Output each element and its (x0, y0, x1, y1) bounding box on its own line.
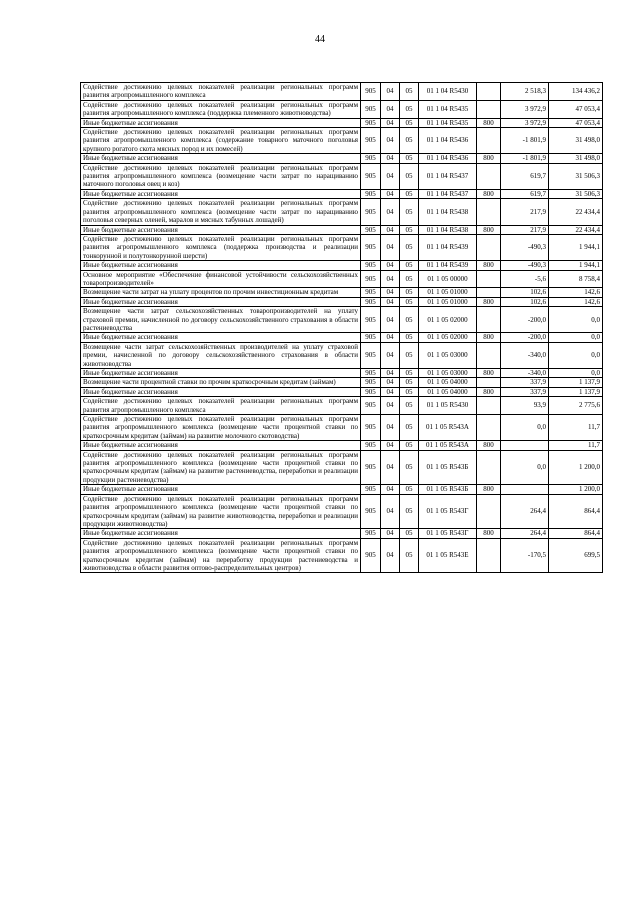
amount-change: 264,4 (501, 529, 549, 538)
section-code: 04 (381, 538, 400, 573)
expense-type-code: 800 (477, 485, 501, 494)
target-article-code: 01 1 05 02000 (419, 333, 477, 342)
ministry-code: 905 (361, 163, 381, 189)
expense-type-code: 800 (477, 369, 501, 378)
amount-change: -340,0 (501, 369, 549, 378)
expense-type-code (477, 450, 501, 485)
row-name: Иные бюджетные ассигнования (81, 529, 361, 538)
table-row (81, 297, 603, 306)
amount-change: 102,6 (501, 297, 549, 306)
amount-change (501, 441, 549, 450)
amount-change: -340,0 (501, 342, 549, 368)
target-article-code: 01 1 05 R543А (419, 415, 477, 441)
row-name: Содействие достижению целевых показателей реализации региональных программ развития агропромышленного комплекса (возмещение части затрат по наращиванию поголовья северных оленей, маралов и мясных табунных лошадей) (81, 199, 361, 225)
table-row (81, 485, 603, 494)
amount-change: 217,9 (501, 199, 549, 225)
amount-change: -490,3 (501, 261, 549, 270)
section-code: 04 (381, 333, 400, 342)
subsection-code: 05 (400, 83, 419, 101)
expense-type-code: 800 (477, 297, 501, 306)
amount-change: -5,6 (501, 270, 549, 288)
amount-change: 0,0 (501, 450, 549, 485)
amount-change: 93,9 (501, 397, 549, 415)
subsection-code: 05 (400, 415, 419, 441)
target-article-code: 01 1 04 R5438 (419, 225, 477, 234)
subsection-code: 05 (400, 225, 419, 234)
section-code: 04 (381, 529, 400, 538)
target-article-code: 01 1 04 R5439 (419, 261, 477, 270)
table-row (81, 83, 603, 101)
target-article-code: 01 1 05 R543Б (419, 485, 477, 494)
table-row (81, 199, 603, 225)
amount-total: 1 137,9 (549, 378, 603, 387)
expense-type-code: 800 (477, 333, 501, 342)
amount-change: 2 518,3 (501, 83, 549, 101)
subsection-code: 05 (400, 342, 419, 368)
subsection-code: 05 (400, 270, 419, 288)
section-code: 04 (381, 387, 400, 396)
section-code: 04 (381, 397, 400, 415)
amount-change: -490,3 (501, 234, 549, 260)
subsection-code: 05 (400, 397, 419, 415)
target-article-code: 01 1 05 R543Г (419, 529, 477, 538)
section-code: 04 (381, 128, 400, 154)
target-article-code: 01 1 05 01000 (419, 288, 477, 297)
ministry-code: 905 (361, 378, 381, 387)
ministry-code: 905 (361, 288, 381, 297)
amount-change: -200,0 (501, 333, 549, 342)
budget-table (80, 82, 603, 573)
section-code: 04 (381, 369, 400, 378)
row-name: Содействие достижению целевых показателей реализации региональных программ развития агропромышленного комплекса (поддержка племенного животноводства) (81, 100, 361, 118)
row-name: Возмещение части процентной ставки по прочим краткосрочным кредитам (займам) (81, 378, 361, 387)
subsection-code: 05 (400, 369, 419, 378)
amount-total: 47 053,4 (549, 118, 603, 127)
row-name: Содействие достижению целевых показателей реализации региональных программ развития агропромышленного комплекса (поддержка производства и реализации тонкорунной и полутонкорунной шерсти) (81, 234, 361, 260)
amount-total: 22 434,4 (549, 225, 603, 234)
ministry-code: 905 (361, 415, 381, 441)
row-name: Содействие достижению целевых показателей реализации региональных программ развития агропромышленного комплекса (81, 397, 361, 415)
ministry-code: 905 (361, 189, 381, 198)
subsection-code: 05 (400, 234, 419, 260)
target-article-code: 01 1 04 R5436 (419, 154, 477, 163)
target-article-code: 01 1 05 00000 (419, 270, 477, 288)
amount-change: 102,6 (501, 288, 549, 297)
row-name: Содействие достижению целевых показателей реализации региональных программ развития агропромышленного комплекса (81, 83, 361, 101)
row-name: Возмещение части затрат на уплату процентов по прочим инвестиционным кредитам (81, 288, 361, 297)
table-row (81, 397, 603, 415)
target-article-code: 01 1 05 04000 (419, 387, 477, 396)
subsection-code: 05 (400, 100, 419, 118)
target-article-code: 01 1 04 R5437 (419, 189, 477, 198)
section-code: 04 (381, 450, 400, 485)
section-code: 04 (381, 288, 400, 297)
ministry-code: 905 (361, 369, 381, 378)
amount-total: 2 775,6 (549, 397, 603, 415)
expense-type-code (477, 83, 501, 101)
expense-type-code: 800 (477, 261, 501, 270)
ministry-code: 905 (361, 441, 381, 450)
table-row (81, 387, 603, 396)
amount-change: 337,9 (501, 378, 549, 387)
table-row (81, 529, 603, 538)
subsection-code: 05 (400, 387, 419, 396)
ministry-code: 905 (361, 225, 381, 234)
subsection-code: 05 (400, 297, 419, 306)
subsection-code: 05 (400, 529, 419, 538)
row-name: Возмещение части затрат сельскохозяйственных производителей на уплату страховой премии, начисленной по договору сельскохозяйственного страхования в области животноводства (81, 342, 361, 368)
section-code: 04 (381, 234, 400, 260)
amount-total: 1 200,0 (549, 450, 603, 485)
section-code: 04 (381, 441, 400, 450)
amount-change: 619,7 (501, 189, 549, 198)
amount-total: 1 944,1 (549, 234, 603, 260)
amount-change: -1 801,9 (501, 154, 549, 163)
table-row (81, 118, 603, 127)
section-code: 04 (381, 342, 400, 368)
subsection-code: 05 (400, 154, 419, 163)
amount-change (501, 485, 549, 494)
target-article-code: 01 1 04 R5436 (419, 128, 477, 154)
expense-type-code (477, 397, 501, 415)
amount-total: 0,0 (549, 342, 603, 368)
amount-total: 864,4 (549, 494, 603, 529)
row-name: Иные бюджетные ассигнования (81, 369, 361, 378)
target-article-code: 01 1 05 01000 (419, 297, 477, 306)
table-row (81, 494, 603, 529)
section-code: 04 (381, 485, 400, 494)
expense-type-code (477, 307, 501, 333)
ministry-code: 905 (361, 342, 381, 368)
section-code: 04 (381, 270, 400, 288)
amount-total: 1 944,1 (549, 261, 603, 270)
row-name: Иные бюджетные ассигнования (81, 225, 361, 234)
ministry-code: 905 (361, 83, 381, 101)
amount-total: 31 506,3 (549, 163, 603, 189)
row-name: Содействие достижению целевых показателей реализации региональных программ развития агропромышленного комплекса (возмещение части процентной ставки по краткосрочным кредитам (займам) на развитие животноводства, переработки и реализации продукции животноводства) (81, 494, 361, 529)
subsection-code: 05 (400, 441, 419, 450)
table-row (81, 100, 603, 118)
table-row (81, 189, 603, 198)
amount-change: 3 972,9 (501, 118, 549, 127)
row-name: Иные бюджетные ассигнования (81, 441, 361, 450)
amount-change: 217,9 (501, 225, 549, 234)
row-name: Содействие достижению целевых показателей реализации региональных программ развития агропромышленного комплекса (содержание товарного маточного поголовья крупного рогатого скота мясных пород и их помесей) (81, 128, 361, 154)
target-article-code: 01 1 05 R543Г (419, 494, 477, 529)
target-article-code: 01 1 05 04000 (419, 378, 477, 387)
target-article-code: 01 1 05 R5430 (419, 397, 477, 415)
amount-total: 31 506,3 (549, 189, 603, 198)
expense-type-code (477, 100, 501, 118)
amount-total: 31 498,0 (549, 128, 603, 154)
section-code: 04 (381, 261, 400, 270)
expense-type-code (477, 270, 501, 288)
row-name: Иные бюджетные ассигнования (81, 189, 361, 198)
expense-type-code (477, 494, 501, 529)
expense-type-code (477, 128, 501, 154)
section-code: 04 (381, 118, 400, 127)
target-article-code: 01 1 05 03000 (419, 342, 477, 368)
section-code: 04 (381, 225, 400, 234)
target-article-code: 01 1 04 R5430 (419, 83, 477, 101)
row-name: Иные бюджетные ассигнования (81, 297, 361, 306)
amount-total: 699,5 (549, 538, 603, 573)
subsection-code: 05 (400, 450, 419, 485)
target-article-code: 01 1 04 R5435 (419, 118, 477, 127)
section-code: 04 (381, 100, 400, 118)
ministry-code: 905 (361, 128, 381, 154)
amount-total: 142,6 (549, 288, 603, 297)
table-row (81, 234, 603, 260)
expense-type-code: 800 (477, 225, 501, 234)
amount-total: 1 137,9 (549, 387, 603, 396)
amount-total: 22 434,4 (549, 199, 603, 225)
amount-total: 134 436,2 (549, 83, 603, 101)
expense-type-code (477, 234, 501, 260)
section-code: 04 (381, 83, 400, 101)
budget-table-body (81, 83, 603, 573)
subsection-code: 05 (400, 333, 419, 342)
section-code: 04 (381, 154, 400, 163)
ministry-code: 905 (361, 118, 381, 127)
amount-total: 31 498,0 (549, 154, 603, 163)
row-name: Содействие достижению целевых показателей реализации региональных программ развития агропромышленного комплекса (возмещение части процентной ставки по краткосрочным кредитам (займам) на переработку продукции растениеводства и животноводства в области развития оптово-распределительных центров) (81, 538, 361, 573)
target-article-code: 01 1 05 R543Б (419, 450, 477, 485)
subsection-code: 05 (400, 485, 419, 494)
ministry-code: 905 (361, 154, 381, 163)
target-article-code: 01 1 05 R543Е (419, 538, 477, 573)
subsection-code: 05 (400, 307, 419, 333)
section-code: 04 (381, 163, 400, 189)
subsection-code: 05 (400, 538, 419, 573)
ministry-code: 905 (361, 450, 381, 485)
expense-type-code (477, 342, 501, 368)
row-name: Иные бюджетные ассигнования (81, 485, 361, 494)
subsection-code: 05 (400, 261, 419, 270)
ministry-code: 905 (361, 494, 381, 529)
amount-total: 0,0 (549, 333, 603, 342)
amount-change: 0,0 (501, 415, 549, 441)
expense-type-code: 800 (477, 441, 501, 450)
expense-type-code (477, 378, 501, 387)
row-name: Иные бюджетные ассигнования (81, 154, 361, 163)
table-row (81, 163, 603, 189)
amount-total: 0,0 (549, 307, 603, 333)
section-code: 04 (381, 494, 400, 529)
target-article-code: 01 1 05 03000 (419, 369, 477, 378)
table-row (81, 270, 603, 288)
table-row (81, 261, 603, 270)
target-article-code: 01 1 05 R543А (419, 441, 477, 450)
amount-total: 864,4 (549, 529, 603, 538)
expense-type-code: 800 (477, 189, 501, 198)
table-row (81, 378, 603, 387)
section-code: 04 (381, 199, 400, 225)
table-row (81, 450, 603, 485)
subsection-code: 05 (400, 189, 419, 198)
target-article-code: 01 1 04 R5435 (419, 100, 477, 118)
ministry-code: 905 (361, 333, 381, 342)
amount-change: 264,4 (501, 494, 549, 529)
table-row (81, 342, 603, 368)
table-row (81, 441, 603, 450)
subsection-code: 05 (400, 199, 419, 225)
row-name: Содействие достижению целевых показателей реализации региональных программ развития агропромышленного комплекса (возмещение части процентной ставки по краткосрочным кредитам (займам) на развитие растениеводства, переработки и реализации продукции растениеводства) (81, 450, 361, 485)
ministry-code: 905 (361, 199, 381, 225)
expense-type-code: 800 (477, 118, 501, 127)
section-code: 04 (381, 415, 400, 441)
page-number: 44 (315, 34, 325, 45)
expense-type-code: 800 (477, 154, 501, 163)
subsection-code: 05 (400, 494, 419, 529)
section-code: 04 (381, 378, 400, 387)
amount-change: -170,5 (501, 538, 549, 573)
subsection-code: 05 (400, 128, 419, 154)
target-article-code: 01 1 04 R5438 (419, 199, 477, 225)
expense-type-code (477, 538, 501, 573)
expense-type-code: 800 (477, 387, 501, 396)
table-row (81, 288, 603, 297)
amount-change: 619,7 (501, 163, 549, 189)
table-row (81, 333, 603, 342)
table-row (81, 128, 603, 154)
ministry-code: 905 (361, 397, 381, 415)
row-name: Иные бюджетные ассигнования (81, 118, 361, 127)
table-row (81, 369, 603, 378)
ministry-code: 905 (361, 270, 381, 288)
ministry-code: 905 (361, 387, 381, 396)
amount-change: 3 972,9 (501, 100, 549, 118)
target-article-code: 01 1 04 R5439 (419, 234, 477, 260)
amount-change: -200,0 (501, 307, 549, 333)
section-code: 04 (381, 297, 400, 306)
target-article-code: 01 1 04 R5437 (419, 163, 477, 189)
ministry-code: 905 (361, 297, 381, 306)
row-name: Основное мероприятие «Обеспечение финансовой устойчивости сельскохозяйственных товаропроизводителей» (81, 270, 361, 288)
table-row (81, 538, 603, 573)
subsection-code: 05 (400, 118, 419, 127)
row-name: Иные бюджетные ассигнования (81, 387, 361, 396)
table-row (81, 225, 603, 234)
amount-change: 337,9 (501, 387, 549, 396)
table-row (81, 307, 603, 333)
row-name: Иные бюджетные ассигнования (81, 333, 361, 342)
amount-total: 1 200,0 (549, 485, 603, 494)
amount-total: 8 758,4 (549, 270, 603, 288)
expense-type-code (477, 163, 501, 189)
expense-type-code: 800 (477, 529, 501, 538)
ministry-code: 905 (361, 529, 381, 538)
target-article-code: 01 1 05 02000 (419, 307, 477, 333)
subsection-code: 05 (400, 163, 419, 189)
ministry-code: 905 (361, 538, 381, 573)
table-row (81, 415, 603, 441)
amount-total: 11,7 (549, 415, 603, 441)
ministry-code: 905 (361, 100, 381, 118)
ministry-code: 905 (361, 307, 381, 333)
table-row (81, 154, 603, 163)
row-name: Иные бюджетные ассигнования (81, 261, 361, 270)
amount-total: 11,7 (549, 441, 603, 450)
amount-total: 0,0 (549, 369, 603, 378)
section-code: 04 (381, 189, 400, 198)
ministry-code: 905 (361, 261, 381, 270)
expense-type-code (477, 415, 501, 441)
ministry-code: 905 (361, 485, 381, 494)
subsection-code: 05 (400, 378, 419, 387)
subsection-code: 05 (400, 288, 419, 297)
amount-change: -1 801,9 (501, 128, 549, 154)
expense-type-code (477, 199, 501, 225)
amount-total: 47 053,4 (549, 100, 603, 118)
ministry-code: 905 (361, 234, 381, 260)
row-name: Содействие достижению целевых показателей реализации региональных программ развития агропромышленного комплекса (возмещение части затрат по наращиванию маточного поголовья овец и коз) (81, 163, 361, 189)
section-code: 04 (381, 307, 400, 333)
row-name: Возмещение части затрат сельскохозяйственных товаропроизводителей на уплату страховой премии, начисленной по договору сельскохозяйственного страхования в области растениеводства (81, 307, 361, 333)
amount-total: 142,6 (549, 297, 603, 306)
row-name: Содействие достижению целевых показателей реализации региональных программ развития агропромышленного комплекса (возмещение части процентной ставки по краткосрочным кредитам (займам) на развитие молочного скотоводства) (81, 415, 361, 441)
expense-type-code (477, 288, 501, 297)
